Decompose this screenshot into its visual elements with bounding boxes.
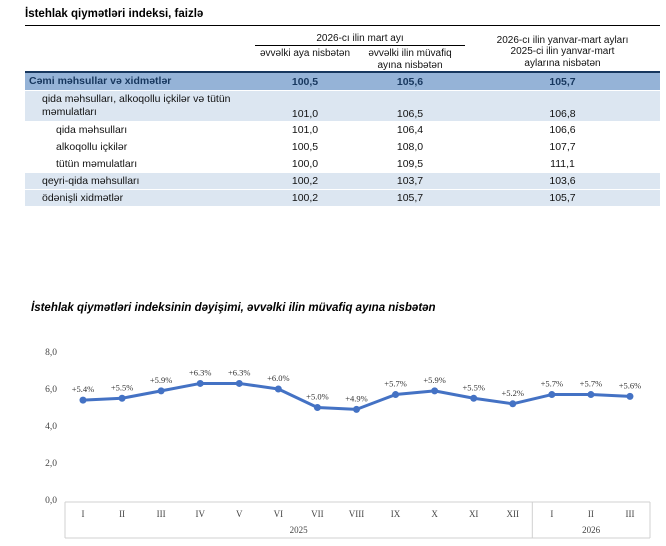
svg-text:III: III	[156, 509, 166, 519]
value-jan-mar: 105,7	[549, 75, 576, 88]
value-prev-month: 100,5	[291, 75, 319, 88]
data-point	[587, 391, 594, 398]
data-point	[236, 380, 243, 387]
year-label: 2026	[582, 525, 601, 535]
data-point-label: +5.9%	[149, 374, 173, 385]
svg-text:I: I	[81, 509, 85, 519]
data-point	[626, 393, 633, 400]
svg-text:2,0: 2,0	[45, 459, 57, 469]
row-label: ödənişli xidmətlər	[42, 191, 124, 204]
value-same-month: 109,5	[396, 158, 424, 170]
svg-text:V: V	[236, 509, 243, 519]
value-jan-mar: 106,8	[549, 108, 576, 120]
header-group-march	[255, 31, 465, 71]
svg-text:XI: XI	[468, 509, 479, 519]
table-row-food	[25, 121, 660, 138]
table-row-nonfood	[25, 172, 660, 189]
value-same-month: 108,0	[396, 141, 424, 153]
data-point	[392, 391, 399, 398]
value-jan-mar: 107,7	[549, 141, 576, 153]
svg-text:VII: VII	[311, 509, 324, 519]
group-header-label: 2026-cı ilin mart ayı	[255, 31, 465, 46]
row-label: qeyri-qida məhsulları	[42, 174, 140, 187]
value-jan-mar: 105,7	[549, 192, 576, 204]
data-point	[509, 400, 516, 407]
data-point-labels	[72, 367, 641, 403]
data-point	[470, 395, 477, 402]
cpi-line-chart	[0, 336, 666, 546]
value-prev-month: 100,5	[291, 141, 319, 153]
svg-text:II: II	[119, 509, 126, 519]
row-label: tütün məmulatları	[56, 157, 138, 170]
table-header	[25, 31, 660, 71]
x-axis-box	[65, 502, 650, 538]
svg-text:XII: XII	[506, 509, 520, 519]
data-point-label: +4.9%	[345, 393, 368, 404]
value-prev-month: 101,0	[291, 108, 319, 120]
cpi-table	[25, 31, 660, 206]
row-label: qida məhsulları, alkoqollu içkilər və tütün məmulatları	[42, 93, 231, 118]
svg-text:0,0: 0,0	[45, 496, 57, 506]
sub-headers	[255, 46, 465, 71]
data-point-label: +5.5%	[462, 382, 485, 393]
data-point-label: +5.5%	[110, 382, 134, 393]
svg-text:I: I	[550, 509, 554, 519]
data-point-label: +5.7%	[579, 378, 603, 389]
col-header-jan-mar	[465, 31, 660, 71]
value-prev-month: 100,0	[291, 158, 319, 170]
svg-text:II: II	[587, 509, 594, 519]
page-title: İstehlak qiymətləri indeksi, faizlə	[25, 8, 660, 26]
value-jan-mar: 103,6	[549, 175, 576, 187]
col-header-jan-mar-line1: 2026-cı ilin yanvar-mart ayları	[496, 34, 629, 46]
value-prev-month: 101,0	[291, 124, 319, 136]
data-point-label: +6.3%	[188, 367, 212, 378]
row-label: qida məhsulları	[56, 123, 128, 136]
svg-text:6,0: 6,0	[45, 385, 57, 395]
value-prev-month: 100,2	[291, 175, 319, 187]
col-header-same-month-prev-year: əvvəlki ilin müvafiq ayına nisbətən	[368, 48, 452, 71]
data-point-label: +5.9%	[423, 374, 446, 385]
cpi-line-chart-svg	[0, 336, 666, 546]
table-row-food-alcohol-tobacco	[25, 90, 660, 121]
data-point	[275, 386, 282, 393]
row-label: Cəmi məhsullar və xidmətlər	[29, 75, 172, 87]
data-point-label: +5.6%	[618, 380, 642, 391]
data-point	[80, 397, 87, 404]
svg-text:IX: IX	[390, 509, 401, 519]
value-same-month: 106,5	[396, 108, 424, 120]
data-point-label: +5.7%	[384, 378, 407, 389]
data-point	[431, 387, 438, 394]
col-header-jan-mar-line3: aylarına nisbətən	[524, 57, 601, 69]
data-point-label: +5.7%	[540, 378, 564, 389]
y-axis-labels	[45, 348, 57, 506]
value-jan-mar: 106,6	[549, 124, 576, 136]
year-label: 2025	[289, 525, 308, 535]
data-point-label: +5.4%	[71, 384, 95, 395]
x-axis-month-labels	[82, 509, 635, 535]
value-same-month: 106,4	[396, 124, 424, 136]
row-label: alkoqollu içkilər	[56, 140, 128, 153]
chart-title: İstehlak qiymətləri indeksinin dəyişimi, əvvəlki ilin müvafiq ayına nisbətən	[31, 302, 436, 314]
col-header-prev-month: əvvəlki aya nisbətən	[259, 48, 351, 59]
data-point-label: +6.0%	[267, 373, 290, 383]
header-spacer	[25, 31, 255, 71]
value-jan-mar: 111,1	[550, 158, 575, 170]
data-point-label: +5.0%	[306, 391, 329, 402]
data-point	[119, 395, 126, 402]
svg-text:VI: VI	[273, 509, 284, 519]
svg-text:4,0: 4,0	[45, 422, 57, 432]
data-point-label: +6.3%	[228, 367, 251, 378]
table-row-total	[25, 71, 660, 90]
data-point	[353, 406, 360, 413]
svg-text:III: III	[625, 509, 635, 519]
table-row-paid-services	[25, 189, 660, 206]
data-point-label: +5.2%	[501, 387, 525, 398]
svg-text:X: X	[431, 509, 438, 519]
table-row-tobacco	[25, 155, 660, 172]
data-point	[548, 391, 555, 398]
table-row-alcohol	[25, 138, 660, 155]
data-point	[158, 387, 165, 394]
svg-text:8,0: 8,0	[45, 348, 57, 358]
data-point	[197, 380, 204, 387]
value-same-month: 103,7	[396, 175, 424, 187]
value-same-month: 105,6	[396, 75, 424, 88]
svg-text:IV: IV	[195, 509, 205, 519]
value-prev-month: 100,2	[291, 192, 319, 204]
svg-text:VIII: VIII	[348, 509, 365, 519]
col-header-jan-mar-line2: 2025-ci ilin yanvar-mart	[510, 46, 615, 58]
data-point	[314, 404, 321, 411]
value-same-month: 105,7	[396, 192, 424, 204]
